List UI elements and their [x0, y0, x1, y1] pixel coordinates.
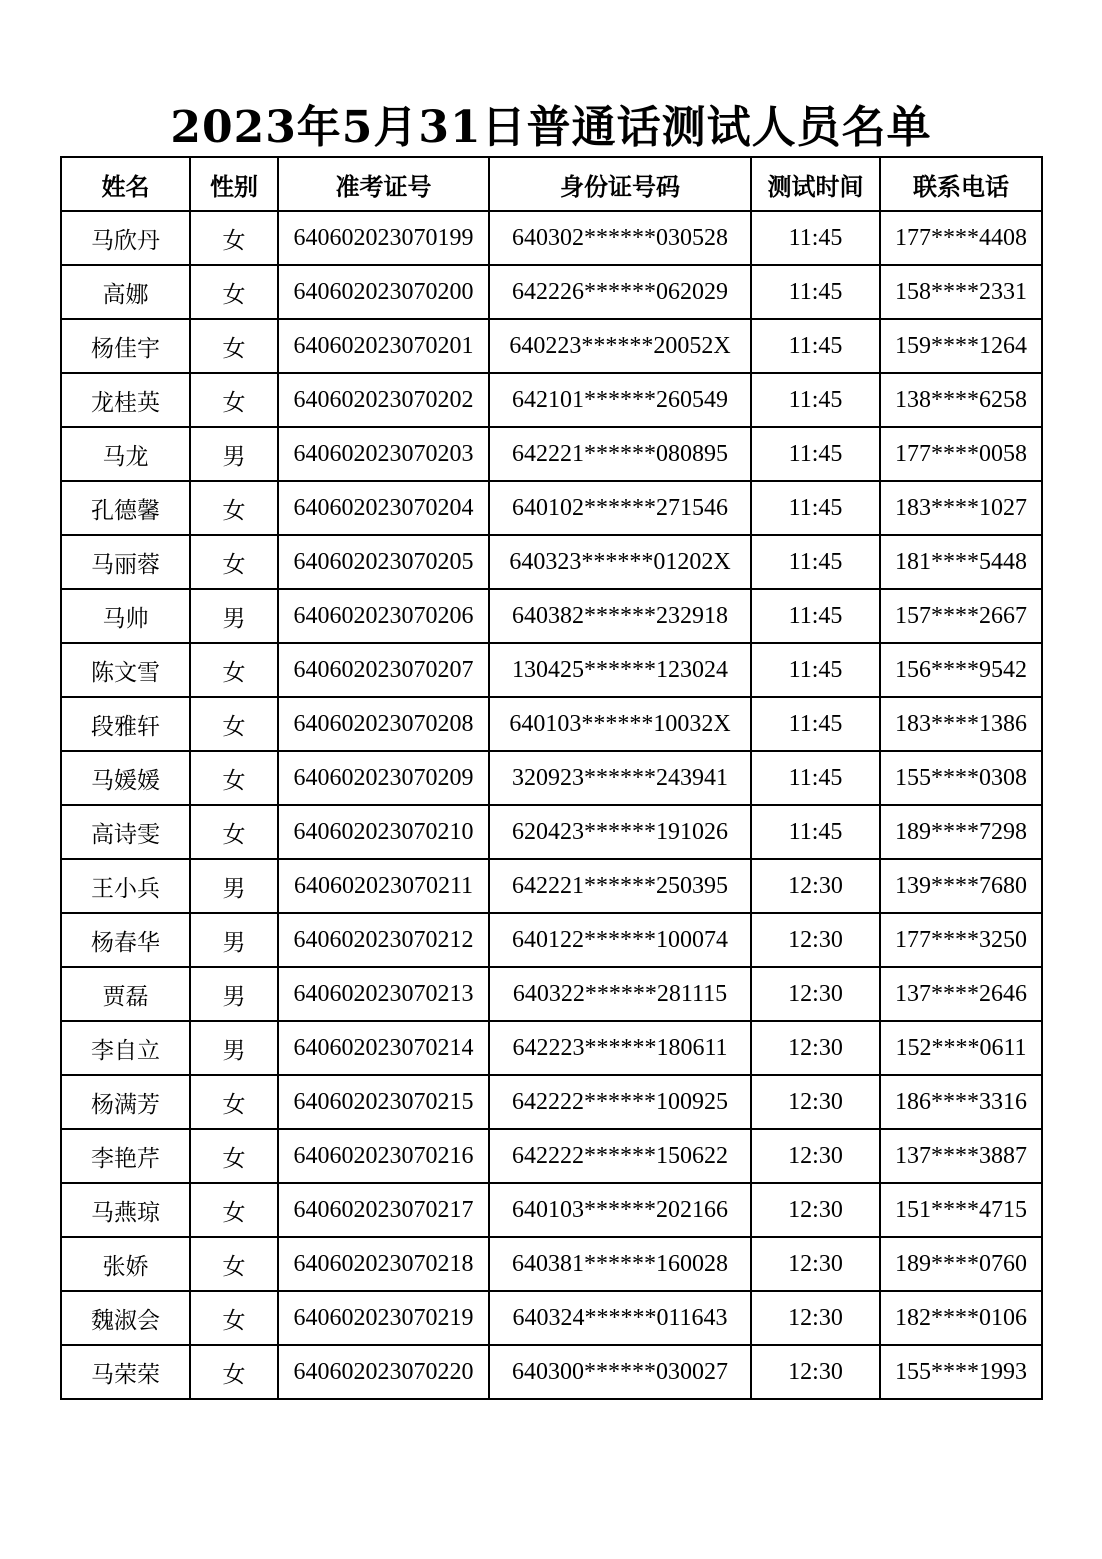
cell-gender: 女	[190, 1075, 278, 1129]
cell-name: 马丽蓉	[61, 535, 190, 589]
cell-phone: 177****3250	[880, 913, 1042, 967]
table-row	[61, 373, 1042, 427]
cell-id-number: 640103******10032X	[489, 697, 751, 751]
cell-name: 杨满芳	[61, 1075, 190, 1129]
cell-test-time: 11:45	[751, 805, 880, 859]
cell-gender: 男	[190, 913, 278, 967]
cell-test-time: 11:45	[751, 211, 880, 265]
cell-name: 马龙	[61, 427, 190, 481]
cell-test-time: 11:45	[751, 589, 880, 643]
cell-test-time: 11:45	[751, 427, 880, 481]
table-row	[61, 913, 1042, 967]
cell-exam-number: 640602023070215	[278, 1075, 489, 1129]
table-row	[61, 859, 1042, 913]
cell-gender: 女	[190, 697, 278, 751]
cell-gender: 女	[190, 643, 278, 697]
column-header-name: 姓名	[61, 157, 190, 211]
cell-gender: 女	[190, 805, 278, 859]
table-row	[61, 427, 1042, 481]
cell-name: 马荣荣	[61, 1345, 190, 1399]
cell-gender: 男	[190, 427, 278, 481]
cell-test-time: 11:45	[751, 697, 880, 751]
cell-test-time: 12:30	[751, 1183, 880, 1237]
cell-phone: 137****2646	[880, 967, 1042, 1021]
cell-id-number: 640323******01202X	[489, 535, 751, 589]
cell-phone: 137****3887	[880, 1129, 1042, 1183]
cell-phone: 183****1027	[880, 481, 1042, 535]
cell-phone: 189****7298	[880, 805, 1042, 859]
cell-id-number: 620423******191026	[489, 805, 751, 859]
table-row	[61, 697, 1042, 751]
column-header-id-number: 身份证号码	[489, 157, 751, 211]
cell-name: 马燕琼	[61, 1183, 190, 1237]
cell-id-number: 642223******180611	[489, 1021, 751, 1075]
cell-id-number: 320923******243941	[489, 751, 751, 805]
cell-gender: 女	[190, 373, 278, 427]
cell-gender: 女	[190, 319, 278, 373]
table-row	[61, 967, 1042, 1021]
cell-exam-number: 640602023070202	[278, 373, 489, 427]
cell-gender: 女	[190, 1129, 278, 1183]
cell-test-time: 12:30	[751, 1021, 880, 1075]
cell-exam-number: 640602023070206	[278, 589, 489, 643]
cell-exam-number: 640602023070209	[278, 751, 489, 805]
cell-test-time: 12:30	[751, 1291, 880, 1345]
cell-id-number: 640103******202166	[489, 1183, 751, 1237]
cell-id-number: 640300******030027	[489, 1345, 751, 1399]
cell-exam-number: 640602023070218	[278, 1237, 489, 1291]
table-row	[61, 1075, 1042, 1129]
cell-phone: 151****4715	[880, 1183, 1042, 1237]
cell-test-time: 12:30	[751, 1129, 880, 1183]
roster-table	[60, 156, 1043, 1400]
cell-name: 高诗雯	[61, 805, 190, 859]
cell-name: 马媛媛	[61, 751, 190, 805]
cell-exam-number: 640602023070208	[278, 697, 489, 751]
table-row	[61, 265, 1042, 319]
table-row	[61, 1183, 1042, 1237]
cell-test-time: 12:30	[751, 1075, 880, 1129]
cell-id-number: 640381******160028	[489, 1237, 751, 1291]
column-header-exam-number: 准考证号	[278, 157, 489, 211]
cell-name: 陈文雪	[61, 643, 190, 697]
cell-phone: 159****1264	[880, 319, 1042, 373]
cell-test-time: 11:45	[751, 643, 880, 697]
cell-exam-number: 640602023070220	[278, 1345, 489, 1399]
cell-exam-number: 640602023070214	[278, 1021, 489, 1075]
cell-name: 李自立	[61, 1021, 190, 1075]
cell-gender: 女	[190, 751, 278, 805]
cell-id-number: 640322******281115	[489, 967, 751, 1021]
cell-phone: 152****0611	[880, 1021, 1042, 1075]
cell-id-number: 642222******100925	[489, 1075, 751, 1129]
cell-phone: 155****1993	[880, 1345, 1042, 1399]
table-row	[61, 805, 1042, 859]
cell-name: 孔德馨	[61, 481, 190, 535]
cell-exam-number: 640602023070203	[278, 427, 489, 481]
cell-test-time: 12:30	[751, 967, 880, 1021]
cell-id-number: 642221******250395	[489, 859, 751, 913]
cell-gender: 女	[190, 1237, 278, 1291]
column-header-phone: 联系电话	[880, 157, 1042, 211]
table-row	[61, 643, 1042, 697]
cell-exam-number: 640602023070199	[278, 211, 489, 265]
cell-gender: 女	[190, 211, 278, 265]
cell-name: 马帅	[61, 589, 190, 643]
table-row	[61, 1021, 1042, 1075]
cell-exam-number: 640602023070205	[278, 535, 489, 589]
cell-gender: 男	[190, 1021, 278, 1075]
table-row	[61, 535, 1042, 589]
cell-gender: 女	[190, 265, 278, 319]
cell-name: 王小兵	[61, 859, 190, 913]
cell-phone: 183****1386	[880, 697, 1042, 751]
table-row	[61, 1345, 1042, 1399]
cell-id-number: 640302******030528	[489, 211, 751, 265]
cell-phone: 138****6258	[880, 373, 1042, 427]
cell-exam-number: 640602023070217	[278, 1183, 489, 1237]
cell-phone: 189****0760	[880, 1237, 1042, 1291]
cell-exam-number: 640602023070207	[278, 643, 489, 697]
cell-test-time: 12:30	[751, 859, 880, 913]
cell-name: 段雅轩	[61, 697, 190, 751]
cell-phone: 139****7680	[880, 859, 1042, 913]
cell-exam-number: 640602023070211	[278, 859, 489, 913]
table-row	[61, 589, 1042, 643]
cell-phone: 156****9542	[880, 643, 1042, 697]
cell-name: 贾磊	[61, 967, 190, 1021]
column-header-test-time: 测试时间	[751, 157, 880, 211]
table-row	[61, 1237, 1042, 1291]
cell-gender: 女	[190, 1183, 278, 1237]
cell-exam-number: 640602023070212	[278, 913, 489, 967]
cell-exam-number: 640602023070213	[278, 967, 489, 1021]
cell-name: 李艳芹	[61, 1129, 190, 1183]
cell-name: 张娇	[61, 1237, 190, 1291]
cell-id-number: 130425******123024	[489, 643, 751, 697]
cell-phone: 177****0058	[880, 427, 1042, 481]
cell-phone: 177****4408	[880, 211, 1042, 265]
cell-exam-number: 640602023070201	[278, 319, 489, 373]
cell-name: 杨春华	[61, 913, 190, 967]
table-row	[61, 1129, 1042, 1183]
page-title: 2023年5月31日普通话测试人员名单	[170, 102, 932, 153]
cell-phone: 155****0308	[880, 751, 1042, 805]
cell-gender: 女	[190, 481, 278, 535]
cell-gender: 女	[190, 535, 278, 589]
cell-phone: 186****3316	[880, 1075, 1042, 1129]
cell-test-time: 11:45	[751, 751, 880, 805]
table-header-row	[61, 157, 1042, 211]
cell-phone: 181****5448	[880, 535, 1042, 589]
cell-id-number: 640382******232918	[489, 589, 751, 643]
cell-test-time: 11:45	[751, 265, 880, 319]
cell-gender: 女	[190, 1345, 278, 1399]
cell-exam-number: 640602023070204	[278, 481, 489, 535]
cell-test-time: 11:45	[751, 481, 880, 535]
cell-gender: 男	[190, 589, 278, 643]
table-row	[61, 751, 1042, 805]
cell-name: 高娜	[61, 265, 190, 319]
cell-phone: 182****0106	[880, 1291, 1042, 1345]
cell-test-time: 12:30	[751, 1345, 880, 1399]
cell-id-number: 642101******260549	[489, 373, 751, 427]
cell-test-time: 11:45	[751, 373, 880, 427]
cell-id-number: 640102******271546	[489, 481, 751, 535]
cell-id-number: 640223******20052X	[489, 319, 751, 373]
cell-id-number: 642222******150622	[489, 1129, 751, 1183]
cell-id-number: 642221******080895	[489, 427, 751, 481]
cell-gender: 男	[190, 859, 278, 913]
cell-exam-number: 640602023070219	[278, 1291, 489, 1345]
table-row	[61, 211, 1042, 265]
cell-test-time: 12:30	[751, 913, 880, 967]
cell-id-number: 640324******011643	[489, 1291, 751, 1345]
cell-name: 杨佳宇	[61, 319, 190, 373]
cell-gender: 女	[190, 1291, 278, 1345]
cell-phone: 157****2667	[880, 589, 1042, 643]
cell-name: 魏淑会	[61, 1291, 190, 1345]
cell-test-time: 11:45	[751, 319, 880, 373]
table-row	[61, 1291, 1042, 1345]
cell-exam-number: 640602023070210	[278, 805, 489, 859]
cell-id-number: 640122******100074	[489, 913, 751, 967]
column-header-gender: 性别	[190, 157, 278, 211]
cell-name: 马欣丹	[61, 211, 190, 265]
cell-exam-number: 640602023070216	[278, 1129, 489, 1183]
cell-test-time: 11:45	[751, 535, 880, 589]
cell-gender: 男	[190, 967, 278, 1021]
cell-phone: 158****2331	[880, 265, 1042, 319]
cell-test-time: 12:30	[751, 1237, 880, 1291]
table-row	[61, 319, 1042, 373]
table-row	[61, 481, 1042, 535]
cell-id-number: 642226******062029	[489, 265, 751, 319]
cell-name: 龙桂英	[61, 373, 190, 427]
roster-body	[61, 211, 1042, 1399]
cell-exam-number: 640602023070200	[278, 265, 489, 319]
